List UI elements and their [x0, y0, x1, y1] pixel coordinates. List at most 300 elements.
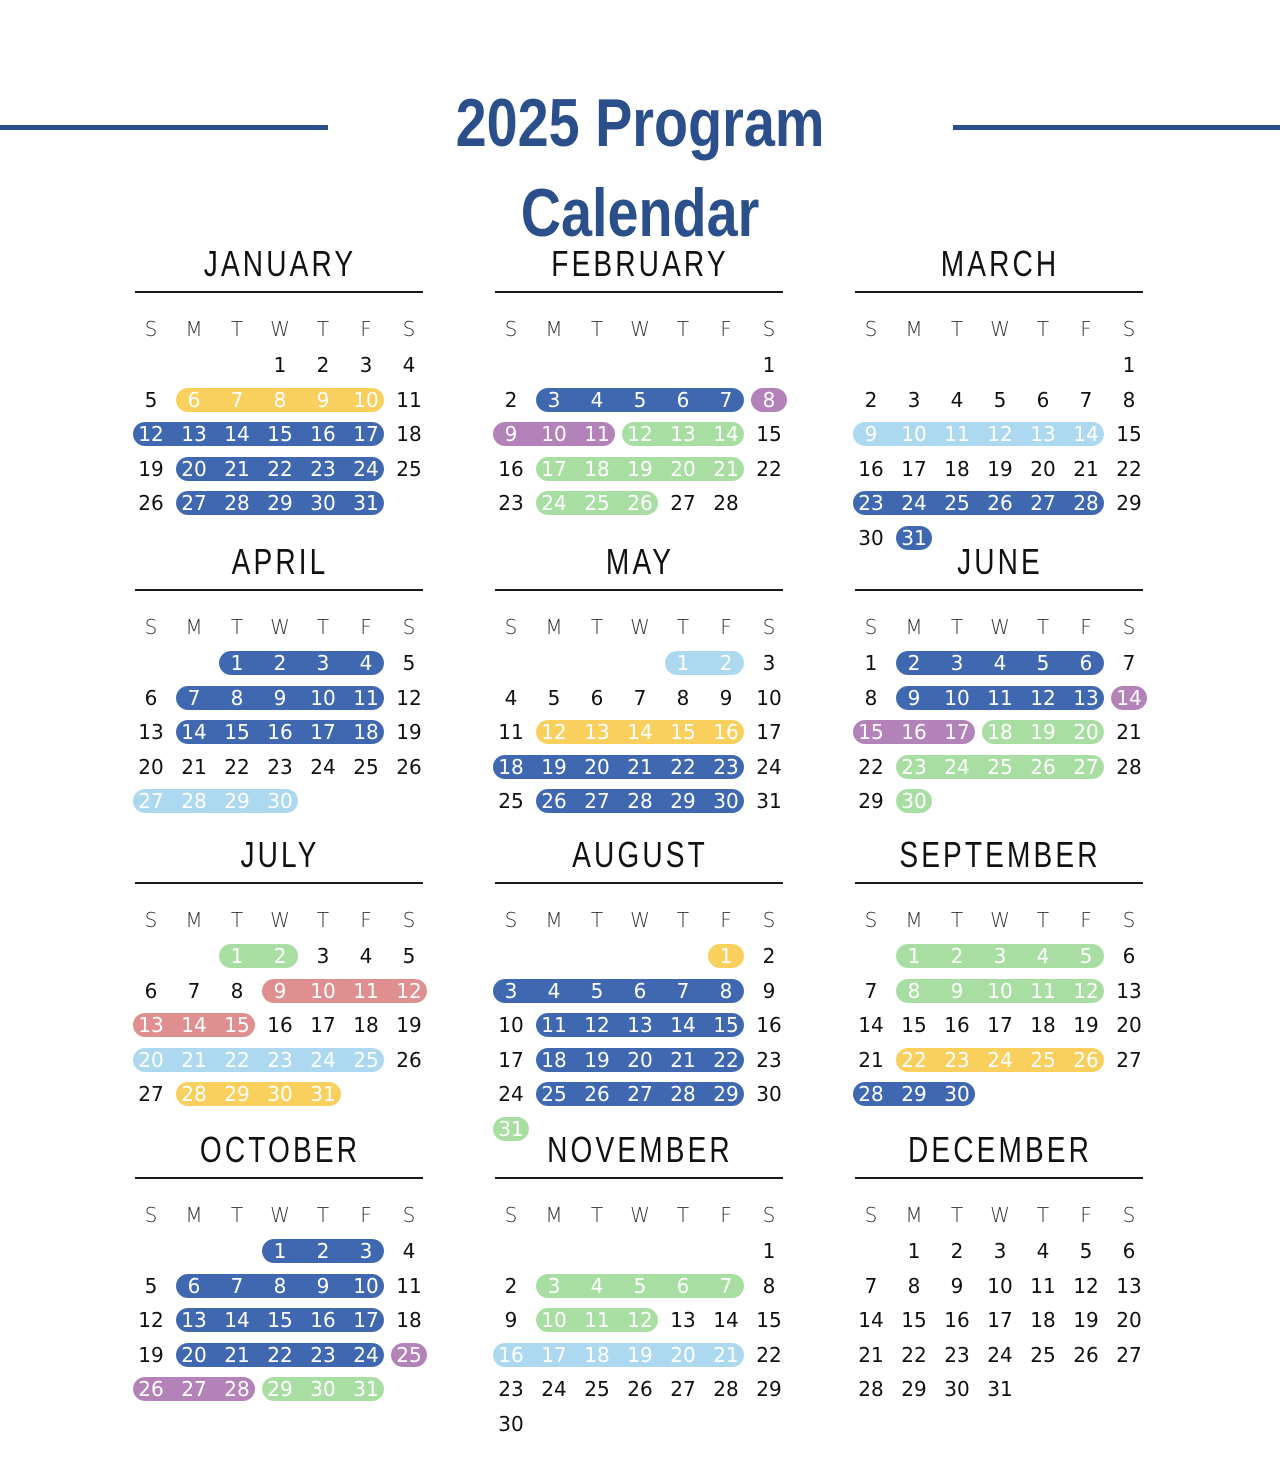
day-cell: 16 — [901, 720, 927, 744]
weekday-header — [855, 1202, 1155, 1228]
day-cell: 22 — [901, 1047, 927, 1072]
day-cell: 19 — [627, 1342, 653, 1367]
day-cell: 14 — [224, 1308, 250, 1332]
day-cell: 17 — [353, 422, 379, 446]
weekday-label: S — [144, 317, 158, 341]
day-grid — [855, 352, 1155, 572]
day-cell: 11 — [396, 387, 422, 412]
day-cell: 5 — [402, 651, 416, 675]
weekday-label: W — [990, 908, 1010, 932]
day-cell: 3 — [359, 1239, 373, 1263]
day-cell: 18 — [353, 1013, 379, 1037]
day-cell: 19 — [584, 1047, 610, 1072]
weekday-label: S — [144, 615, 158, 639]
day-cell: 16 — [713, 720, 739, 744]
day-cell: 6 — [144, 978, 158, 1003]
weekday-label: M — [185, 908, 203, 932]
day-cell: 10 — [498, 1013, 524, 1037]
day-cell: 18 — [987, 720, 1013, 744]
day-cell: 10 — [756, 685, 782, 710]
day-cell: 29 — [670, 789, 696, 813]
day-cell: 26 — [396, 754, 422, 779]
month-divider — [495, 589, 783, 591]
day-cell: 17 — [944, 720, 970, 744]
weekday-label: T — [950, 1203, 964, 1227]
day-cell: 2 — [316, 1239, 330, 1263]
highlight-bar-lightblue — [853, 422, 1104, 446]
day-cell: 8 — [762, 1273, 776, 1298]
day-cell: 5 — [590, 978, 604, 1003]
day-cell: 8 — [864, 685, 878, 710]
day-cell: 23 — [858, 491, 884, 515]
day-cell: 9 — [316, 387, 330, 412]
day-cell: 12 — [987, 422, 1013, 446]
day-cell: 25 — [987, 754, 1013, 779]
day-cell: 6 — [1122, 1239, 1136, 1263]
day-cell: 15 — [901, 1308, 927, 1332]
day-cell: 5 — [144, 1273, 158, 1298]
day-cell: 24 — [987, 1047, 1013, 1072]
day-cell: 10 — [353, 1273, 379, 1298]
day-cell: 31 — [353, 491, 379, 515]
day-cell: 3 — [547, 1273, 561, 1298]
month-divider — [495, 882, 783, 884]
weekday-label: W — [270, 908, 290, 932]
day-cell: 21 — [181, 754, 207, 779]
day-cell: 9 — [907, 685, 921, 710]
day-cell: 17 — [541, 456, 567, 481]
month-name: DECEMBER — [907, 1129, 1093, 1170]
day-cell: 25 — [353, 1047, 379, 1072]
day-cell: 15 — [1116, 422, 1142, 446]
day-cell: 8 — [230, 978, 244, 1003]
day-cell: 24 — [310, 754, 336, 779]
day-cell: 7 — [230, 1273, 244, 1298]
day-cell: 12 — [1073, 1273, 1099, 1298]
day-cell: 22 — [858, 754, 884, 779]
weekday-label: M — [905, 1203, 923, 1227]
weekday-label: S — [144, 1203, 158, 1227]
day-cell: 6 — [676, 387, 690, 412]
highlight-bar-blue — [133, 422, 384, 446]
month-name: OCTOBER — [199, 1129, 361, 1170]
day-cell: 24 — [310, 1047, 336, 1072]
day-cell: 10 — [310, 685, 336, 710]
day-cell: 23 — [756, 1047, 782, 1072]
weekday-label: W — [630, 317, 650, 341]
day-cell: 7 — [676, 978, 690, 1003]
day-cell: 3 — [359, 353, 373, 377]
weekday-label: F — [720, 317, 732, 341]
weekday-label: T — [1036, 317, 1050, 341]
day-cell: 1 — [719, 944, 733, 968]
day-grid — [855, 1238, 1155, 1458]
day-grid — [135, 1238, 435, 1458]
weekday-label: S — [1122, 908, 1136, 932]
month-name: FEBRUARY — [551, 243, 729, 284]
month-divider — [855, 882, 1143, 884]
day-cell: 26 — [627, 1377, 653, 1401]
day-cell: 1 — [1122, 353, 1136, 377]
day-cell: 28 — [858, 1082, 884, 1106]
weekday-header — [495, 316, 795, 342]
day-cell: 26 — [138, 1377, 164, 1401]
weekday-label: W — [990, 615, 1010, 639]
month-divider — [135, 291, 423, 293]
day-cell: 14 — [858, 1013, 884, 1037]
weekday-label: W — [630, 1203, 650, 1227]
month-name: APRIL — [231, 541, 329, 582]
weekday-label: M — [905, 317, 923, 341]
day-cell: 21 — [858, 1047, 884, 1072]
day-cell: 15 — [224, 1013, 250, 1037]
day-cell: 22 — [713, 1047, 739, 1072]
day-cell: 4 — [993, 651, 1007, 675]
month-divider — [855, 589, 1143, 591]
day-cell: 5 — [1036, 651, 1050, 675]
day-cell: 22 — [670, 754, 696, 779]
day-cell: 25 — [498, 789, 524, 813]
day-cell: 20 — [670, 456, 696, 481]
day-cell: 9 — [504, 422, 518, 446]
day-cell: 20 — [138, 754, 164, 779]
day-cell: 14 — [1073, 422, 1099, 446]
day-cell: 16 — [267, 1013, 293, 1037]
weekday-label: S — [402, 615, 416, 639]
day-cell: 29 — [224, 1082, 250, 1106]
weekday-label: S — [864, 1203, 878, 1227]
weekday-header — [135, 907, 435, 933]
day-cell: 23 — [310, 456, 336, 481]
day-cell: 17 — [987, 1013, 1013, 1037]
day-cell: 22 — [901, 1342, 927, 1367]
day-cell: 13 — [1030, 422, 1056, 446]
day-cell: 15 — [670, 720, 696, 744]
day-cell: 7 — [230, 387, 244, 412]
day-cell: 13 — [181, 422, 207, 446]
day-cell: 13 — [138, 1013, 164, 1037]
day-cell: 4 — [402, 1239, 416, 1263]
day-cell: 11 — [987, 685, 1013, 710]
day-cell: 27 — [138, 789, 164, 813]
weekday-label: F — [1080, 1203, 1092, 1227]
day-cell: 26 — [1073, 1342, 1099, 1367]
weekday-label: S — [402, 908, 416, 932]
day-cell: 13 — [584, 720, 610, 744]
weekday-label: T — [676, 615, 690, 639]
day-cell: 4 — [1036, 1239, 1050, 1263]
day-cell: 12 — [627, 422, 653, 446]
day-cell: 29 — [858, 789, 884, 813]
month-name: JANUARY — [203, 243, 357, 284]
month-divider — [855, 291, 1143, 293]
day-cell: 21 — [1073, 456, 1099, 481]
day-cell: 14 — [181, 720, 207, 744]
weekday-label: F — [1080, 615, 1092, 639]
day-cell: 4 — [359, 944, 373, 968]
day-cell: 19 — [541, 754, 567, 779]
day-cell: 30 — [267, 789, 293, 813]
weekday-label: S — [402, 1203, 416, 1227]
weekday-label: T — [230, 317, 244, 341]
weekday-label: M — [905, 615, 923, 639]
day-cell: 24 — [353, 1342, 379, 1367]
day-cell: 19 — [1030, 720, 1056, 744]
day-cell: 2 — [316, 353, 330, 377]
day-cell: 7 — [1079, 387, 1093, 412]
day-cell: 26 — [627, 491, 653, 515]
day-cell: 20 — [1116, 1013, 1142, 1037]
weekday-label: S — [1122, 615, 1136, 639]
day-cell: 30 — [944, 1377, 970, 1401]
day-cell: 12 — [396, 685, 422, 710]
day-cell: 29 — [267, 491, 293, 515]
day-cell: 3 — [993, 1239, 1007, 1263]
weekday-label: T — [950, 615, 964, 639]
weekday-label: W — [270, 615, 290, 639]
day-cell: 16 — [267, 720, 293, 744]
day-cell: 16 — [944, 1013, 970, 1037]
day-cell: 22 — [224, 754, 250, 779]
day-cell: 17 — [498, 1047, 524, 1072]
day-cell: 23 — [944, 1047, 970, 1072]
day-cell: 29 — [901, 1377, 927, 1401]
day-cell: 1 — [230, 651, 244, 675]
day-cell: 15 — [224, 720, 250, 744]
day-cell: 29 — [756, 1377, 782, 1401]
day-cell: 15 — [756, 422, 782, 446]
day-cell: 11 — [944, 422, 970, 446]
day-cell: 20 — [670, 1342, 696, 1367]
day-cell: 21 — [670, 1047, 696, 1072]
day-cell: 14 — [858, 1308, 884, 1332]
day-cell: 21 — [181, 1047, 207, 1072]
day-cell: 26 — [541, 789, 567, 813]
weekday-label: S — [864, 317, 878, 341]
day-cell: 11 — [584, 1308, 610, 1332]
weekday-label: F — [720, 615, 732, 639]
day-cell: 3 — [316, 944, 330, 968]
day-cell: 25 — [1030, 1047, 1056, 1072]
weekday-label: F — [360, 615, 372, 639]
weekday-label: W — [990, 317, 1010, 341]
day-cell: 15 — [756, 1308, 782, 1332]
day-cell: 25 — [353, 754, 379, 779]
day-cell: 26 — [1073, 1047, 1099, 1072]
weekday-label: S — [762, 1203, 776, 1227]
day-grid — [495, 352, 795, 572]
day-cell: 7 — [633, 685, 647, 710]
weekday-label: S — [1122, 1203, 1136, 1227]
weekday-label: F — [360, 317, 372, 341]
weekday-label: T — [590, 615, 604, 639]
day-cell: 21 — [858, 1342, 884, 1367]
highlight-bar-lightblue — [133, 1048, 384, 1072]
day-cell: 9 — [273, 685, 287, 710]
day-cell: 18 — [353, 720, 379, 744]
day-cell: 18 — [396, 1308, 422, 1332]
day-cell: 12 — [584, 1013, 610, 1037]
day-cell: 29 — [713, 1082, 739, 1106]
weekday-label: F — [1080, 317, 1092, 341]
day-cell: 27 — [1073, 754, 1099, 779]
month-name: NOVEMBER — [547, 1129, 733, 1170]
weekday-label: T — [230, 615, 244, 639]
day-cell: 14 — [713, 422, 739, 446]
day-cell: 4 — [547, 978, 561, 1003]
day-cell: 6 — [633, 978, 647, 1003]
day-cell: 1 — [762, 353, 776, 377]
weekday-label: T — [676, 1203, 690, 1227]
day-cell: 2 — [950, 1239, 964, 1263]
day-cell: 19 — [138, 1342, 164, 1367]
weekday-label: S — [504, 1203, 518, 1227]
weekday-label: M — [545, 1203, 563, 1227]
month-name: AUGUST — [572, 834, 708, 875]
day-cell: 2 — [273, 944, 287, 968]
day-cell: 26 — [1030, 754, 1056, 779]
day-cell: 23 — [944, 1342, 970, 1367]
day-cell: 15 — [713, 1013, 739, 1037]
day-cell: 2 — [719, 651, 733, 675]
day-cell: 20 — [181, 1342, 207, 1367]
weekday-label: T — [590, 908, 604, 932]
weekday-header — [135, 1202, 435, 1228]
day-cell: 29 — [1116, 491, 1142, 515]
day-cell: 17 — [756, 720, 782, 744]
day-cell: 28 — [713, 491, 739, 515]
weekday-header — [855, 614, 1155, 640]
day-cell: 19 — [138, 456, 164, 481]
day-cell: 20 — [1073, 720, 1099, 744]
day-cell: 12 — [396, 978, 422, 1003]
day-cell: 19 — [627, 456, 653, 481]
day-cell: 3 — [316, 651, 330, 675]
day-cell: 30 — [901, 789, 927, 813]
day-cell: 7 — [187, 978, 201, 1003]
day-cell: 11 — [396, 1273, 422, 1298]
day-cell: 18 — [1030, 1308, 1056, 1332]
day-cell: 9 — [273, 978, 287, 1003]
weekday-label: F — [720, 1203, 732, 1227]
day-cell: 3 — [762, 651, 776, 675]
month-divider — [135, 589, 423, 591]
day-cell: 16 — [756, 1013, 782, 1037]
day-cell: 5 — [633, 1273, 647, 1298]
day-cell: 4 — [359, 651, 373, 675]
day-cell: 8 — [719, 978, 733, 1003]
day-cell: 6 — [1079, 651, 1093, 675]
day-cell: 9 — [719, 685, 733, 710]
day-cell: 16 — [310, 1308, 336, 1332]
day-cell: 21 — [713, 456, 739, 481]
day-cell: 10 — [353, 387, 379, 412]
day-cell: 30 — [498, 1411, 524, 1436]
month-divider — [495, 291, 783, 293]
day-cell: 26 — [584, 1082, 610, 1106]
day-grid — [135, 352, 435, 572]
weekday-label: W — [990, 1203, 1010, 1227]
day-cell: 13 — [138, 720, 164, 744]
weekday-label: T — [590, 317, 604, 341]
day-cell: 4 — [402, 353, 416, 377]
day-cell: 30 — [310, 1377, 336, 1401]
weekday-header — [495, 907, 795, 933]
day-cell: 3 — [907, 387, 921, 412]
weekday-label: T — [230, 1203, 244, 1227]
day-cell: 25 — [944, 491, 970, 515]
day-cell: 1 — [762, 1239, 776, 1263]
weekday-label: F — [360, 908, 372, 932]
day-cell: 22 — [267, 456, 293, 481]
day-cell: 28 — [1116, 754, 1142, 779]
day-cell: 10 — [310, 978, 336, 1003]
day-cell: 27 — [670, 491, 696, 515]
weekday-label: S — [762, 908, 776, 932]
day-cell: 16 — [498, 1342, 524, 1367]
day-cell: 12 — [1030, 685, 1056, 710]
day-cell: 2 — [907, 651, 921, 675]
weekday-label: T — [1036, 615, 1050, 639]
day-cell: 10 — [541, 1308, 567, 1332]
day-cell: 16 — [944, 1308, 970, 1332]
day-cell: 12 — [541, 720, 567, 744]
weekday-label: W — [630, 908, 650, 932]
day-cell: 27 — [627, 1082, 653, 1106]
day-cell: 19 — [396, 1013, 422, 1037]
day-cell: 24 — [944, 754, 970, 779]
day-cell: 20 — [181, 456, 207, 481]
day-cell: 7 — [719, 1273, 733, 1298]
weekday-label: W — [270, 1203, 290, 1227]
day-cell: 13 — [670, 422, 696, 446]
day-grid — [495, 1238, 795, 1458]
weekday-label: T — [316, 1203, 330, 1227]
day-cell: 4 — [950, 387, 964, 412]
weekday-label: T — [316, 317, 330, 341]
day-cell: 6 — [187, 1273, 201, 1298]
day-cell: 15 — [267, 1308, 293, 1332]
day-cell: 31 — [353, 1377, 379, 1401]
day-cell: 18 — [498, 754, 524, 779]
day-cell: 28 — [670, 1082, 696, 1106]
day-cell: 21 — [713, 1342, 739, 1367]
day-cell: 30 — [713, 789, 739, 813]
day-cell: 25 — [1030, 1342, 1056, 1367]
day-cell: 13 — [1116, 978, 1142, 1003]
day-cell: 9 — [316, 1273, 330, 1298]
day-cell: 13 — [181, 1308, 207, 1332]
highlight-bar-blue — [493, 755, 744, 779]
day-cell: 27 — [181, 1377, 207, 1401]
day-cell: 13 — [670, 1308, 696, 1332]
day-cell: 2 — [504, 387, 518, 412]
day-cell: 23 — [713, 754, 739, 779]
day-cell: 21 — [224, 456, 250, 481]
day-cell: 28 — [627, 789, 653, 813]
weekday-label: W — [630, 615, 650, 639]
day-cell: 8 — [230, 685, 244, 710]
day-cell: 28 — [181, 789, 207, 813]
month-name: JUNE — [957, 541, 1043, 582]
day-cell: 21 — [1116, 720, 1142, 744]
day-cell: 30 — [267, 1082, 293, 1106]
day-cell: 28 — [858, 1377, 884, 1401]
day-cell: 9 — [950, 978, 964, 1003]
day-cell: 17 — [541, 1342, 567, 1367]
day-cell: 11 — [1030, 978, 1056, 1003]
day-cell: 5 — [144, 387, 158, 412]
